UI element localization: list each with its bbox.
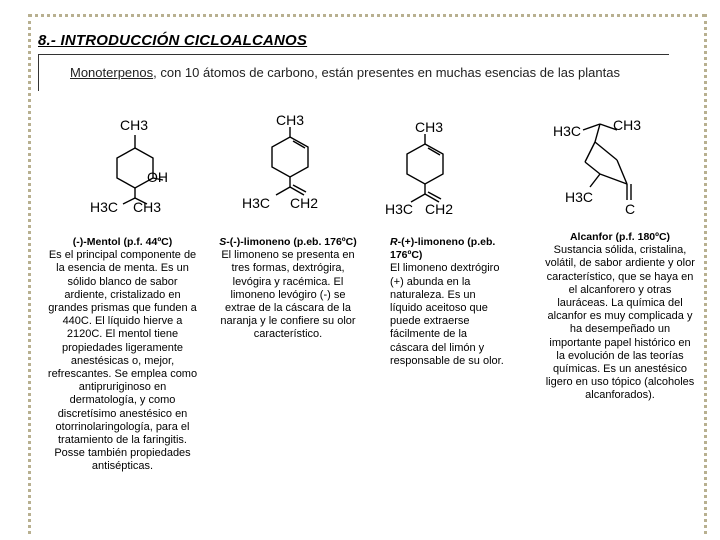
left-border bbox=[28, 14, 31, 534]
r-limoneno-ch2: CH2 bbox=[425, 201, 454, 217]
right-border bbox=[704, 14, 707, 534]
s-limoneno-heading-rest: -(-)-limoneno (p.eb. 176ºC) bbox=[226, 236, 357, 248]
alcanfor-description bbox=[545, 231, 695, 403]
s-limoneno-ch3-top: CH3 bbox=[276, 112, 305, 128]
mentol-oh: OH bbox=[147, 169, 168, 185]
subtitle-text: , con 10 átomos de carbono, están presentes en muchas esencias de las plantas bbox=[153, 65, 620, 80]
r-limoneno-heading-rest: -(+)-limoneno (p.eb. 176ºC) bbox=[390, 236, 496, 262]
s-limoneno-description bbox=[218, 236, 358, 342]
mentol-body: Es el principal componente de la esencia de menta. Es un sólido blanco de sabor ardiente, cristalizado en grandes prismas que funden a 440C. El líquido hierve a 2120C. El mentol tiene propiedades ligeramente anestésicas o, mejor, refrescantes. Se emplea como antipruriginoso en dermatología, y como discretísimo anestésico en otorrinolaringología, para el tratamiento de la faringitis. Posse también propiedades antisépticas. bbox=[47, 249, 198, 473]
r-limoneno-structure bbox=[385, 110, 505, 220]
mentol-description bbox=[45, 236, 200, 474]
r-limoneno-ch3-top: CH3 bbox=[415, 119, 444, 135]
slide-subtitle bbox=[70, 65, 620, 80]
s-limoneno-body: El limoneno se presenta en tres formas, dextrógira, levógira y racémica. El limoneno levógiro (-) se extrae de la cáscara de la naranja y le confiere su olor característico. bbox=[220, 249, 356, 341]
mentol-heading: (-)-Mentol (p.f. 44ºC) bbox=[72, 236, 173, 248]
r-limoneno-h3c: H3C bbox=[385, 201, 414, 217]
alcanfor-h3c-bottom: H3C bbox=[565, 189, 594, 205]
slide-title: 8.- INTRODUCCIÓN CICLOALCANOS bbox=[38, 32, 308, 49]
r-limoneno-heading-letter: R bbox=[390, 236, 398, 248]
subtitle-link: Monoterpenos bbox=[70, 65, 154, 80]
mentol-h3c: H3C bbox=[90, 199, 119, 215]
alcanfor-h3c-top: H3C bbox=[553, 123, 582, 139]
s-limoneno-heading bbox=[218, 236, 358, 249]
alcanfor-body: Sustancia sólida, cristalina, volátil, de sabor ardiente y olor característico, que se haya en el alcanforero y otras lauráceas. La química del alcanfor es muy complicada y ha desempeñado un importante papel histórico en la evolución de las teorías químicas. Es un anestésico ligero en uso tópico (alcoholes alcanforados). bbox=[545, 244, 695, 402]
alcanfor-c: C bbox=[625, 201, 636, 217]
alcanfor-heading: Alcanfor (p.f. 180ºC) bbox=[569, 231, 671, 243]
s-limoneno-h3c: H3C bbox=[242, 195, 271, 211]
s-limoneno-ch2: CH2 bbox=[290, 195, 319, 211]
alcanfor-structure bbox=[555, 112, 675, 220]
s-limoneno-structure bbox=[240, 105, 360, 215]
s-limoneno-heading-letter: S bbox=[219, 236, 227, 248]
mentol-structure bbox=[85, 110, 205, 215]
mentol-ch3-top: CH3 bbox=[120, 117, 149, 133]
r-limoneno-body: El limoneno dextrógiro (+) abunda en la naturaleza. Es un líquido aceitoso que puede extraerse fácilmente de la cáscara del limón y responsable de su olor. bbox=[390, 262, 504, 367]
alcanfor-ch3: CH3 bbox=[613, 117, 642, 133]
mentol-ch3-right: CH3 bbox=[133, 199, 162, 215]
top-border bbox=[28, 14, 706, 17]
r-limoneno-heading bbox=[390, 236, 505, 262]
r-limoneno-description bbox=[390, 236, 505, 368]
